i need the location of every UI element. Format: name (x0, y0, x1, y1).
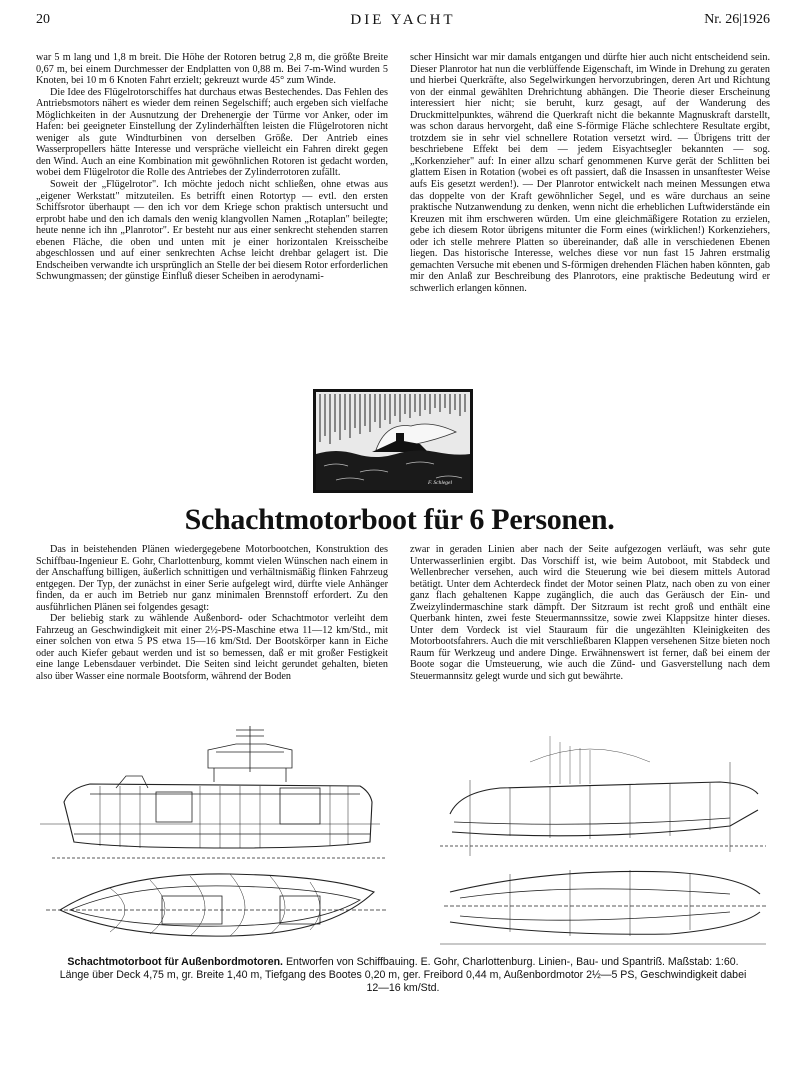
upper-right-column (410, 52, 770, 364)
paragraph: zwar in geraden Linien aber nach der Seite aufgezogen verläuft, was sehr gute Unterwasserlinien ergibt. Das Vorschiff ist, wie beim Autoboot, mit Stabdeck und Wellenbrecher versehen, auch wird die Steuerung wie bei diesem mittels Autorad betätigt. Unter dem Achterdeck findet der Motor seinen Platz, nach oben zu von einer ganz flach gehaltenen Kappe zugänglich, die auch das Geräusch der Ein- und Zweizylindermaschine stark dämpft. Der Sitzraum ist recht groß und enthält eine Querbank hinten, zwei feste Steuermannssitze, sowie zwei Klappsitze hinter dieses. Unter dem Vordeck ist viel Stauraum für die ungezählten Kleinigkeiten des Motorbootsfahrers. Auch die mit verschließbaren Klappen versehenen Sitze bieten noch Raum für Werkzeug und andere Dinge. Erwähnenswert ist ferner, daß bei einem der Boote sogar die Umsteuerung, wie auch die Zünd- und Gasverstellung nach dem Steuermannsitz gelegt wurde und sich gut bewährte. (410, 544, 770, 683)
paragraph: scher Hinsicht war mir damals entgangen und dürfte hier auch nicht entscheidend sein. Dieser Planrotor hat nun die verblüffende Eigenschaft, im Winde in Drehung zu geraten und hierbei Querkräfte, also Segelwirkungen hervorzubringen, deren Art und Richtung von der einmal gewählten Drehrichtung abhängen. Die Theorie dieser Erscheinung interessiert hier nicht; sie beruht, kurz gesagt, auf der Wanderung des Druckmittelpunktes, während die Querkraft nicht die bekannte Magnuskraft darstellt, was schon daraus hervorgeht, daß eine S-förmige Fläche schlechtere Resultate ergibt, trotzdem sie in sehr viel schnellere Rotation versetzt wird. — Übrigens tritt der beschriebene Effekt bei dem — jedem Eisyachtsegler bekannten — sog. „Korkenzieher" auf: In einer allzu scharf genommenen Kurve gerät der Schlitten bei glattem Eisen in Rotation (wobei es oft passiert, daß die Insassen in unsanftester Weise aufs Eis gesetzt werden!). — Der Planrotor entwickelt nach meinen Messungen etwa das doppelte von der Kraft gewöhnlicher Segel, und es wäre durchaus an seine praktische Nutzanwendung zu denken, wenn nicht die erheblichen Luftwiderstände ein Kreuzen mit ihm erschweren würden. Um eine gleichmäßigere Rotation zu erzielen, gebe ich diesem Rotor übrigens mitunter die Form eines (wirklichen!) Korkenziehers, oder ich stelle mehrere Platten so übereinander, daß alle in verschiedenen Ebenen liegen. Das historische Interesse, welches diese vor nun fast 15 Jahren erstmalig gemachten Versuche mit ebenen und S-förmigen drehenden Flächen haben könnten, gab mir den Anlaß zur Beschreibung des Planrotors, eine praktische Bedeutung wird er schwerlich erlangen können. (410, 52, 770, 294)
illustration-signature: F. Schlegel (428, 480, 453, 486)
figure-caption (58, 956, 748, 996)
running-header (36, 12, 770, 34)
article-right-column (410, 544, 770, 720)
midship-section-drawing (208, 726, 292, 782)
article-headline: Schachtmotorboot für 6 Personen. (184, 503, 615, 536)
motorboat-illustration (313, 389, 473, 493)
paragraph: Der beliebig stark zu wählende Außenbord- oder Schachtmotor verleiht dem Fahrzeug an Geschwindigkeit mit einer 2½-PS-Maschine etwa 11—12 km/Std., mit einer solchen von etwa 5 PS etwa 15—16 km/Std. Der Bootskörper kann in Eiche oder auch Kiefer gebaut werden und ist so bemessen, daß er mit großer Festigkeit eine lange Lebensdauer verbindet. Die Seiten sind leicht gerundet gehalten, bieten also über Wasser eine normale Bootsform, während der Boden (36, 613, 388, 683)
paragraph: Die Idee des Flügelrotorschiffes hat durchaus etwas Bestechendes. Das Fehlen des Antriebsmotors nähert es wieder dem reinen Segelschiff; auch ergeben sich vielfache Möglichkeiten in der Ausnutzung der Drehenergie der Türme vor Anker, oder im Hafen: bei geeigneter Einstellung der Zylinderhälften leisten die Flügelrotoren nicht weniger als gute Windturbinen von derselben Größe. Der Antrieb eines Wasserpropellers hätte Interesse und verspräche vielleicht ein Fahren direkt gegen den Wind. Auch an eine Kombination mit gewöhnlichen Rotoren ist gedacht worden, wobei dem Flügelrotor die Rolle des Antriebes der Zylinderrotoren zufällt. (36, 86, 388, 179)
magazine-title: DIE YACHT (350, 12, 456, 28)
caption-text: Entworfen von Schiffbauing. E. Gohr, Charlottenburg. Linien-, Bau- und Spantriß. Maßstab: 1:60. Länge über Deck 4,75 m, gr. Breite 1,40 m, Tiefgang des Bootes 0,20 m, ger. Freibord 0,44 m, Außenbordmotor 2½—5 PS, Geschwindigkeit dabei 12—16 km/Std. (59, 956, 747, 995)
boat-construction-plans (30, 722, 770, 952)
plans-drawing (30, 722, 770, 952)
upper-left-column (36, 52, 388, 364)
profile-construction-drawing (40, 776, 386, 858)
page-number: 20 (36, 12, 50, 27)
caption-title: Schachtmotorboot für Außenbordmotoren. (67, 956, 283, 968)
paragraph: Das in beistehenden Plänen wiedergegebene Motorbootchen, Konstruktion des Schiffbau-Ingenieur E. Gohr, Charlottenburg, kommt vielen Wünschen nach einem in der Anschaffung billigen, äußerlich schnittigen und verhältnismäßig flinken Fahrzeug entgegen. Der Typ, der zunächst in einer Serie aufgelegt wird, dürfte viele Anhänger finden, da er auch im Betrieb nur ganz minimalen Brennstoff erfordert. Zu den ausführlichen Plänen sei folgendes gesagt: (36, 544, 388, 613)
issue-number: Nr. 26|1926 (704, 12, 770, 27)
deck-plan-drawing (46, 874, 386, 936)
article-left-column (36, 544, 388, 720)
lines-plan-profile (440, 736, 766, 856)
lines-plan-waterlines (440, 870, 766, 944)
paragraph: war 5 m lang und 1,8 m breit. Die Höhe der Rotoren betrug 2,8 m, die größte Breite 0,67 m, bei einem Durchmesser der Endplatten von 0,88 m. Bei 7-m-Wind wurden 5 Knoten, bei 10 m 6 Knoten Fahrt erzielt; gekreuzt wurde 45° zum Winde. (36, 52, 388, 87)
paragraph: Soweit der „Flügelrotor". Ich möchte jedoch nicht schließen, ohne etwas aus „eigener Werkstatt" mitzuteilen. Es betrifft einen Rotortyp — evtl. den ersten Schiffsrotor überhaupt — den ich vor dem Kriege schon praktisch untersucht und erprobt habe und den ich damals den wenig klangvollen Namen „Rotaplan" beilegte; heute nenne ich ihn „Planrotor". Er besteht nur aus einer senkrecht stehenden starren ebenen Fläche, die oben und unten mit je einer horizontalen Kreisscheibe abgeschlossen und auf einer senkrechten Achse leicht drehbar gelagert ist. Die Endscheiben verwandte ich ursprünglich an Stelle der bei diesem Rotor erforderlichen Schwungmassen; der günstige Einfluß dieser Scheiben in aerodynami- (36, 179, 388, 283)
